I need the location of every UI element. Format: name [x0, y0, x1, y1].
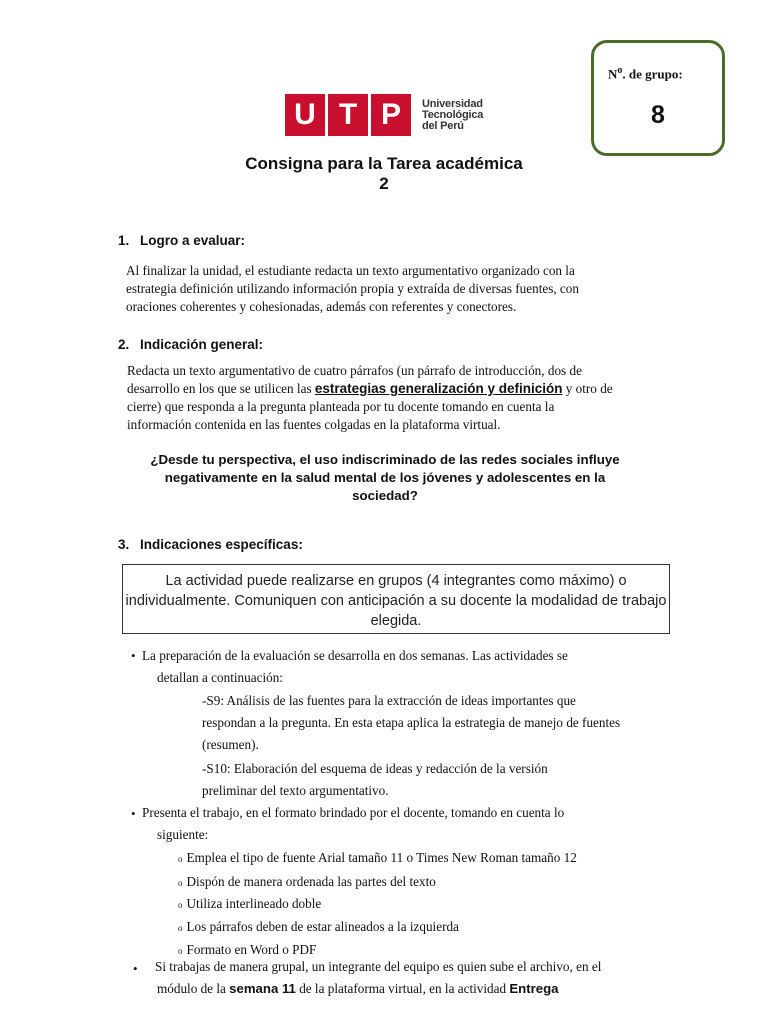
group-label: $N^o$. de grupo: — [608, 65, 683, 82]
format-item: o Emplea el tipo de fuente Arial tamaño 11 o Times New Roman tamaño 12 — [178, 850, 577, 865]
bullet-icon: • — [131, 806, 136, 821]
bullet1-text: La preparación de la evaluación se desarrolla en dos semanas. Las actividades se — [142, 648, 568, 663]
page-title: Consigna para la Tarea académica — [245, 154, 523, 173]
format-item: o Dispón de manera ordenada las partes del texto — [178, 874, 436, 889]
circle-bullet-icon: o — [178, 923, 183, 933]
strategies-highlight: estrategias generalización y definición — [314, 381, 563, 396]
circle-bullet-icon: o — [178, 878, 183, 888]
bullet-icon: • — [133, 961, 138, 976]
activity-note-box: La actividad puede realizarse en grupos (4 integrantes como máximo) o individualmente. Comuniquen con anticipación a su docente la modalidad de trabajo elegida. — [122, 564, 670, 634]
bullet3-text: Si trabajas de manera grupal, un integrante del equipo es quien sube el archivo, en el — [155, 959, 602, 974]
logo-letter-p: P — [371, 94, 411, 136]
bullet3-text-cont: módulo de la semana 11 de la plataforma virtual, en la actividad Entrega — [157, 981, 559, 996]
bullet2-text: Presenta el trabajo, en el formato brindado por el docente, tomando en cuenta lo — [142, 805, 565, 820]
bullet2-text-cont: siguiente: — [157, 827, 209, 842]
logo-letter-u: U — [285, 94, 325, 136]
question-text: ¿Desde tu perspectiva, el uso indiscriminado de las redes sociales influye negativamente en la salud mental de los jóvenes y adolescentes en la sociedad? — [150, 452, 620, 503]
s10-text: -S10: Elaboración del esquema de ideas y redacción de la versión preliminar del texto argumentativo. — [202, 761, 548, 798]
section2-text: Redacta un texto argumentativo de cuatro párrafos (un párrafo de introducción, dos de desarrollo en los que se utilicen las estrategias generalización y definición y otro de cierre) que responda a la pregunta planteada por tu docente tomando en cuenta la información contenida en las fuentes colgadas en la plataforma virtual. — [127, 363, 613, 432]
format-item: o Formato en Word o PDF — [178, 942, 317, 957]
section1-heading: 1. Logro a evaluar: — [118, 233, 246, 248]
s9-text: -S9: Análisis de las fuentes para la extracción de ideas importantes que respondan a la pregunta. En esta etapa aplica la estrategia de manejo de fuentes (resumen). — [202, 693, 621, 752]
section3-heading: 3. Indicaciones específicas: — [118, 537, 303, 552]
page-title-number: 2 — [379, 174, 389, 193]
format-item: o Los párrafos deben de estar alineados a la izquierda — [178, 919, 459, 934]
utp-logo — [285, 94, 483, 136]
format-item: o Utiliza interlineado doble — [178, 896, 322, 911]
logo-university-name: Universidad Tecnológica del Perú — [422, 97, 484, 132]
circle-bullet-icon: o — [178, 900, 183, 910]
circle-bullet-icon: o — [178, 946, 183, 956]
logo-letter-t: T — [328, 94, 368, 136]
bullet-icon: • — [131, 648, 136, 663]
bullet1-text-cont: detallan a continuación: — [157, 670, 283, 685]
group-number: 8 — [651, 101, 665, 129]
section2-heading: 2. Indicación general: — [118, 337, 264, 352]
circle-bullet-icon: o — [178, 854, 183, 864]
section1-text: Al finalizar la unidad, el estudiante redacta un texto argumentativo organizado con la estrategia definición utilizando información propia y extraída de diversas fuentes, con oraciones coherentes y cohesionadas, además con referentes y conectores. — [126, 263, 579, 314]
group-number-box — [591, 40, 725, 156]
